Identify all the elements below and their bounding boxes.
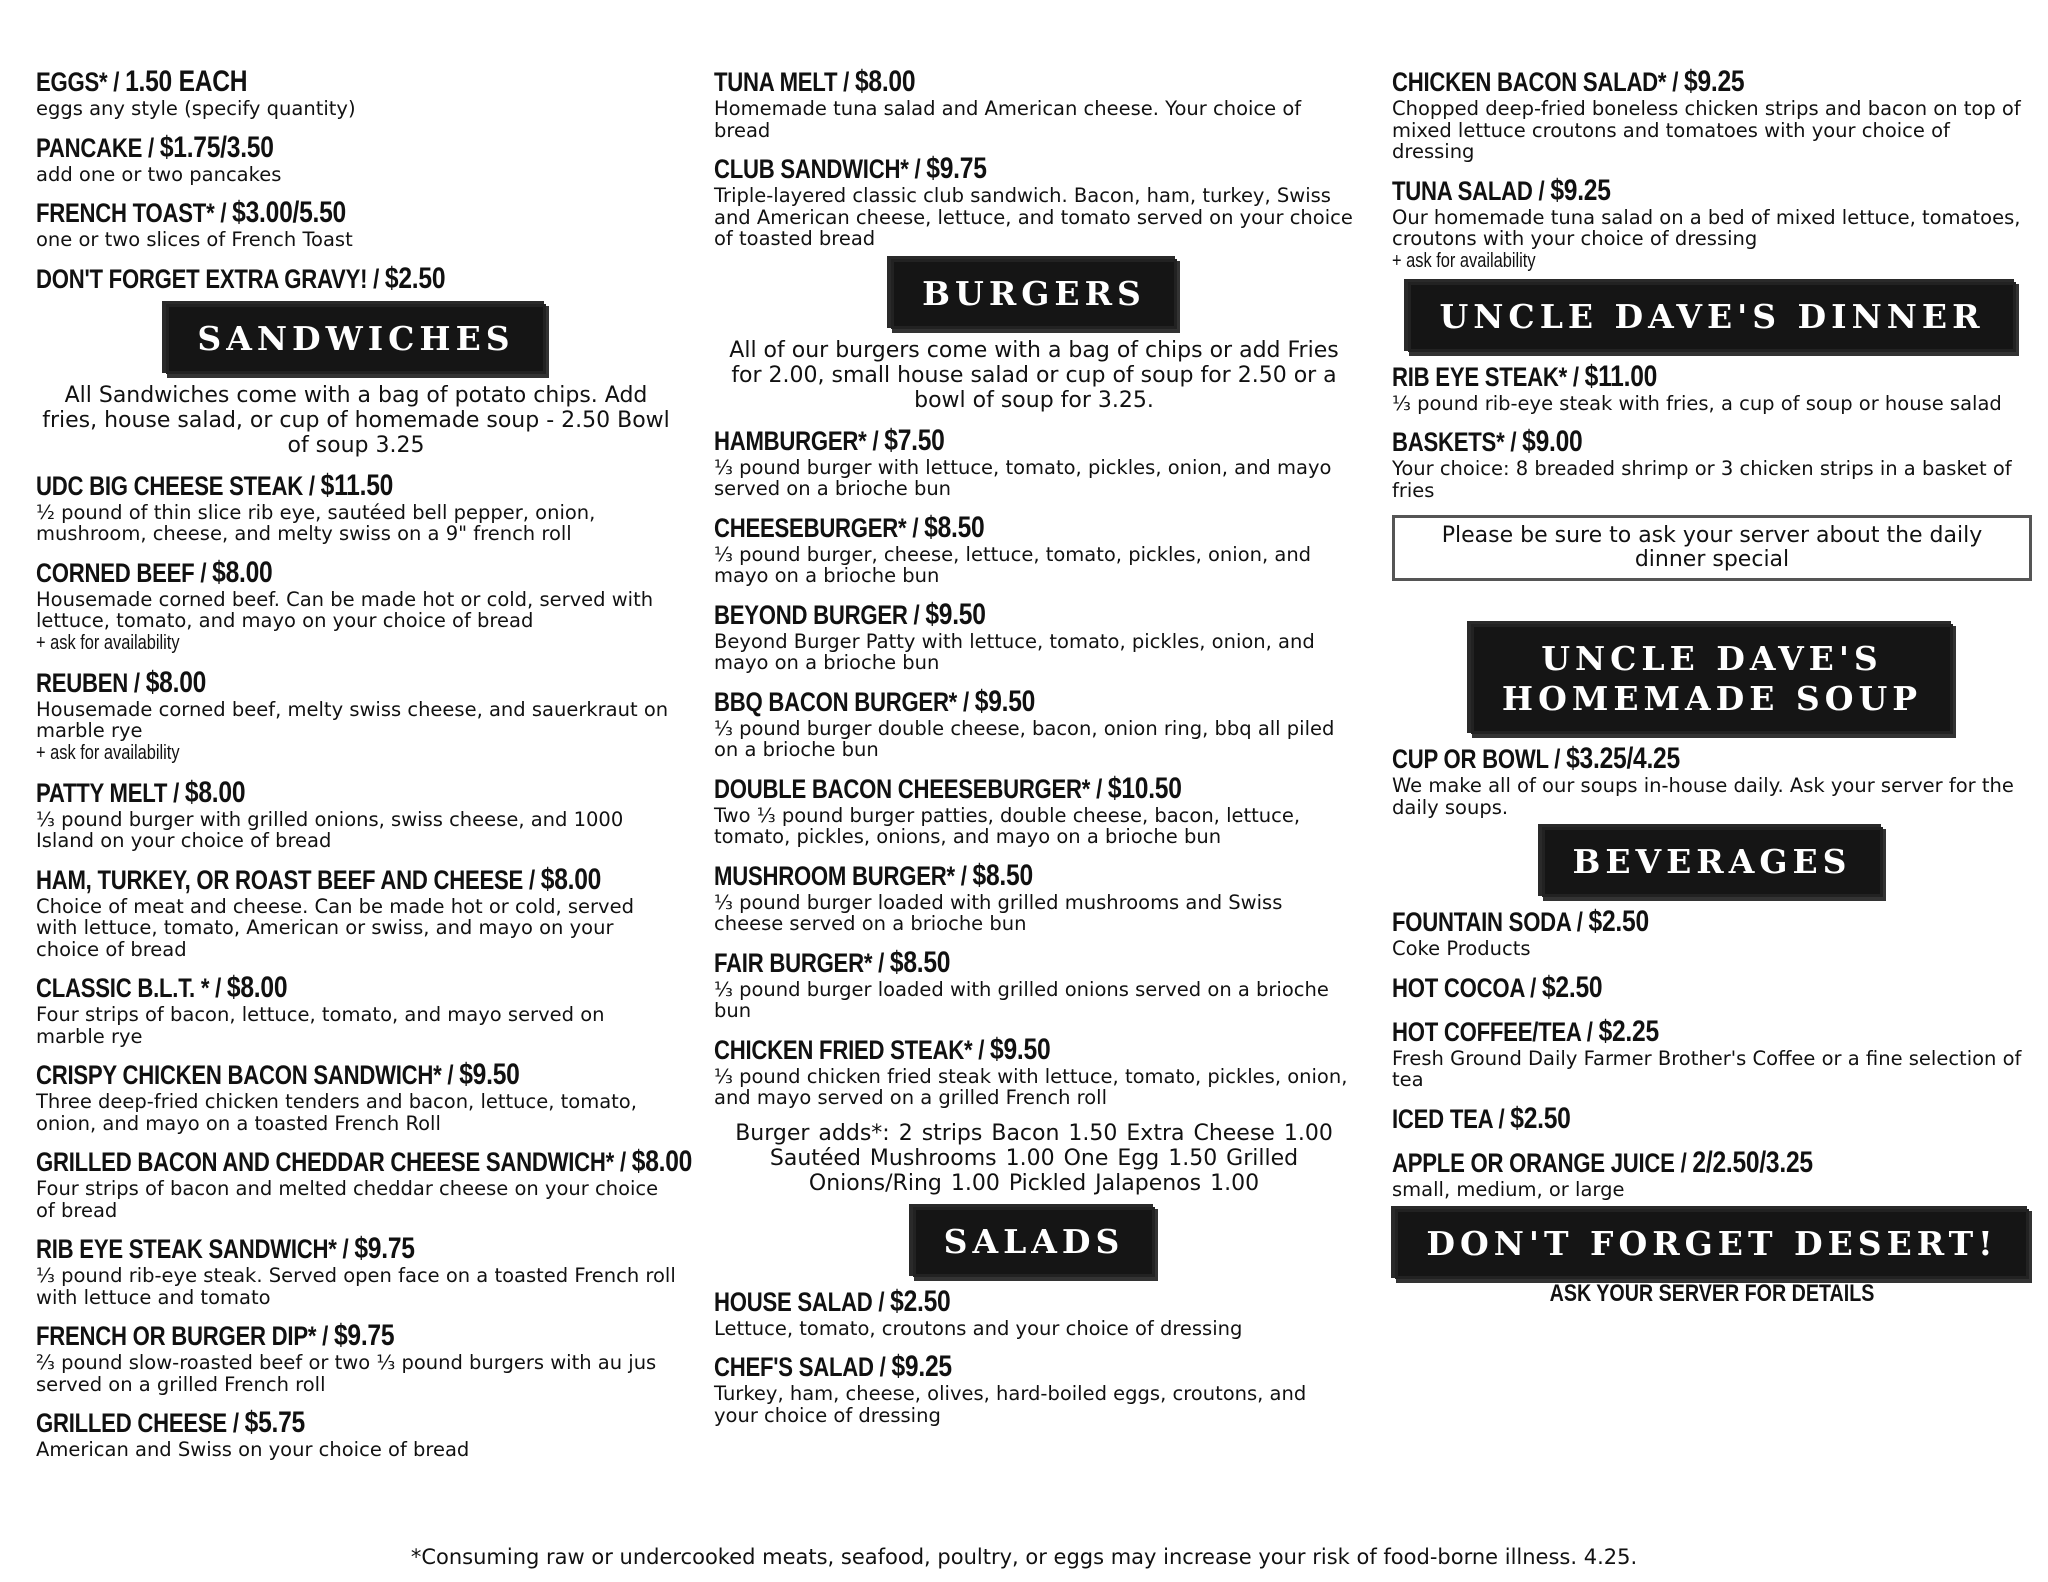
item-description: one or two slices of French Toast: [36, 228, 353, 251]
item-price: $11.00: [1584, 359, 1658, 393]
soup-heading-line2: HOMEMADE SOUP: [1501, 679, 1923, 718]
section-heading-soup: [1474, 627, 1950, 731]
item-description: Coke Products: [1392, 937, 1531, 960]
menu-item: CLASSIC B.L.T. * / $8.00 Four strips of bacon, lettuce, tomato, and mayo served on marble rye: [36, 972, 676, 1047]
item-name: BBQ BACON BURGER*: [714, 686, 958, 717]
menu-item: GRILLED CHEESE / $5.75 American and Swiss on your choice of bread: [36, 1407, 676, 1461]
section-intro: All of our burgers come with a bag of chips or add Fries for 2.00, small house salad or cup of soup for 2.50 or a bowl of soup for 3.25.: [729, 337, 1339, 413]
menu-item: CORNED BEEF / $8.00 Housemade corned beef. Can be made hot or cold, served with lettuce, tomato, and mayo on your choice of bread + ask for availability: [36, 557, 676, 655]
menu-column-middle: [714, 66, 1354, 1438]
item-name: DOUBLE BACON CHEESEBURGER*: [714, 773, 1091, 804]
item-name: RIB EYE STEAK*: [1392, 361, 1567, 392]
burger-adds: Burger adds*: 2 strips Bacon 1.50 Extra Cheese 1.00 Sautéed Mushrooms 1.00 One Egg 1.50 Grilled Onions/Ring 1.00 Pickled Jalapenos 1.00: [735, 1120, 1333, 1196]
menu-item: RIB EYE STEAK* / $11.00 ⅓ pound rib-eye steak with fries, a cup of soup or house salad: [1392, 361, 2032, 415]
menu-item: HOT COFFEE/TEA / $2.25 Fresh Ground Daily Farmer Brother's Coffee or a fine selection of tea: [1392, 1016, 2032, 1091]
menu-column-right: [1392, 66, 2032, 1308]
menu-item: RIB EYE STEAK SANDWICH* / $9.75 ⅓ pound rib-eye steak. Served open face on a toasted French roll with lettuce and tomato: [36, 1232, 676, 1309]
item-price: $9.50: [990, 1032, 1051, 1066]
item-name: HOT COFFEE/TEA: [1392, 1016, 1581, 1047]
item-name: HOUSE SALAD: [714, 1286, 873, 1317]
item-price: $8.50: [924, 510, 985, 544]
item-price: $9.75: [333, 1319, 395, 1352]
item-price: $2.50: [890, 1284, 951, 1318]
menu-column-left: [36, 65, 693, 1473]
item-price: $9.25: [1684, 65, 1745, 98]
item-description: ⅓ pound burger with grilled onions, swiss cheese, and 1000 Island on your choice of bread: [36, 807, 624, 852]
item-description: ⅓ pound burger loaded with grilled onions served on a brioche bun: [714, 977, 1329, 1022]
item-price: $9.25: [1550, 173, 1611, 207]
item-description: Two ⅓ pound burger patties, double cheese, bacon, lettuce, tomato, pickles, onions, and mayo on a brioche bun: [714, 803, 1301, 848]
menu-item: CLUB SANDWICH* / $9.75 Triple-layered classic club sandwich. Bacon, ham, turkey, Swiss and American cheese, lettuce, and tomato served on your choice of toasted bread: [714, 152, 1353, 250]
item-name: REUBEN: [36, 667, 129, 698]
menu-item: HOT COCOA / $2.50: [1392, 970, 1603, 1004]
menu-item: BEYOND BURGER / $9.50 Beyond Burger Patty with lettuce, tomato, pickles, onion, and mayo on a brioche bun: [714, 599, 1354, 674]
item-description: Homemade tuna salad and American cheese. Your choice of bread: [714, 97, 1302, 142]
item-description: ⅓ pound burger with lettuce, tomato, pickles, onion, and mayo served on a brioche bun: [714, 455, 1332, 500]
item-description: Three deep-fried chicken tenders and bacon, lettuce, tomato, onion, and mayo on a toasted French Roll: [36, 1090, 637, 1135]
item-price: 1.50 EACH: [125, 65, 248, 98]
item-price: $3.00/5.50: [232, 196, 346, 229]
item-description: Chopped deep-fried boneless chicken strips and bacon on top of mixed lettuce croutons and tomatoes with your choice of dressing: [1392, 97, 2021, 163]
item-name: FRENCH OR BURGER DIP*: [36, 1321, 317, 1351]
section-heading-beverages: BEVERAGES: [1545, 830, 1880, 894]
section-heading-salads: SALADS: [916, 1210, 1153, 1274]
item-price: $9.50: [974, 684, 1036, 718]
item-name: RIB EYE STEAK SANDWICH*: [36, 1234, 337, 1264]
item-name: CORNED BEEF: [36, 557, 195, 588]
menu-item: ICED TEA / $2.50: [1392, 1101, 1571, 1135]
item-description: ⅔ pound slow-roasted beef or two ⅓ pound burgers with au jus served on a grilled French roll: [36, 1351, 657, 1396]
menu-item: FOUNTAIN SODA / $2.50 Coke Products: [1392, 906, 2032, 960]
sandwich-list: [36, 468, 693, 1461]
menu-item: BBQ BACON BURGER* / $9.50 ⅓ pound burger double cheese, bacon, onion ring, bbq all piled on a brioche bun: [714, 686, 1354, 761]
item-name: APPLE OR ORANGE JUICE: [1392, 1147, 1675, 1178]
item-name: EGGS*: [36, 67, 108, 97]
item-name: GRILLED CHEESE: [36, 1408, 227, 1438]
item-name: PANCAKE: [36, 132, 143, 163]
item-description: ½ pound of thin slice rib eye, sautéed bell pepper, onion, mushroom, cheese, and melty swiss on a 9" french roll: [36, 500, 596, 545]
menu-item: CHICKEN FRIED STEAK* / $9.50 ⅓ pound chicken fried steak with lettuce, tomato, pickles, onion, and mayo served on a grilled French roll: [714, 1034, 1354, 1109]
item-price: $5.75: [244, 1406, 305, 1439]
item-name: TUNA SALAD: [1392, 175, 1533, 206]
dessert-subheading: ASK YOUR SERVER FOR DETAILS: [1549, 1280, 1875, 1307]
item-name: PATTY MELT: [36, 777, 168, 808]
menu-item: CHEESEBURGER* / $8.50 ⅓ pound burger, cheese, lettuce, tomato, pickles, onion, and mayo on a brioche bun: [714, 512, 1354, 587]
item-price: $2.50: [1588, 905, 1649, 938]
item-description: We make all of our soups in-house daily. Ask your server for the daily soups.: [1392, 774, 2014, 819]
item-price: $2.50: [1541, 970, 1603, 1004]
item-price: $2.25: [1598, 1014, 1659, 1048]
item-description: Four strips of bacon, lettuce, tomato, and mayo served on marble rye: [36, 1003, 605, 1048]
item-description: Turkey, ham, cheese, olives, hard-boiled eggs, croutons, and your choice of dressing: [714, 1382, 1307, 1427]
menu-item: CUP OR BOWL / $3.25/4.25 We make all of our soups in-house daily. Ask your server for the daily soups.: [1392, 743, 2032, 818]
soup-heading-line1: UNCLE DAVE'S: [1541, 639, 1883, 678]
item-price: $10.50: [1107, 771, 1182, 805]
availability-note: + ask for availability: [1392, 249, 1536, 272]
section-heading-burgers: BURGERS: [894, 262, 1174, 326]
item-description: small, medium, or large: [1392, 1177, 1625, 1201]
item-price: $11.50: [320, 468, 394, 502]
item-description: Triple-layered classic club sandwich. Bacon, ham, turkey, Swiss and American cheese, lettuce, and tomato served on your choice of toasted bread: [714, 184, 1353, 250]
food-safety-disclaimer: *Consuming raw or undercooked meats, seafood, poultry, or eggs may increase your risk of food-borne illness. 4.25.: [410, 1545, 1638, 1569]
item-price: $8.50: [889, 945, 951, 979]
item-price: $8.00: [145, 665, 207, 699]
item-description: Beyond Burger Patty with lettuce, tomato, pickles, onion, and mayo on a brioche bun: [714, 629, 1315, 674]
menu-item: HOUSE SALAD / $2.50 Lettuce, tomato, croutons and your choice of dressing: [714, 1286, 1354, 1340]
item-name: FOUNTAIN SODA: [1392, 907, 1571, 937]
item-description: Housemade corned beef, melty swiss cheese, and sauerkraut on marble rye: [36, 697, 669, 742]
menu-item: DOUBLE BACON CHEESEBURGER* / $10.50 Two ⅓ pound burger patties, double cheese, bacon, lettuce, tomato, pickles, onions, and mayo on a brioche bun: [714, 773, 1354, 848]
item-name: CRISPY CHICKEN BACON SANDWICH*: [36, 1060, 442, 1090]
item-description: ⅓ pound rib-eye steak. Served open face on a toasted French roll with lettuce and tomato: [36, 1264, 676, 1309]
menu-item: PANCAKE / $1.75/3.50 add one or two pancakes: [36, 132, 676, 186]
item-name: UDC BIG CHEESE STEAK: [36, 470, 303, 501]
item-price: $9.75: [354, 1232, 415, 1265]
menu-item: TUNA MELT / $8.00 Homemade tuna salad and American cheese. Your choice of bread: [714, 66, 1354, 141]
menu-item: CHICKEN BACON SALAD* / $9.25 Chopped deep-fried boneless chicken strips and bacon on top of mixed lettuce croutons and tomatoes with your choice of dressing: [1392, 66, 2032, 163]
menu-item: REUBEN / $8.00 Housemade corned beef, melty swiss cheese, and sauerkraut on marble rye + ask for availability: [36, 667, 676, 765]
item-price: $8.00: [540, 862, 602, 896]
item-description: add one or two pancakes: [36, 162, 282, 186]
item-name: DON'T FORGET EXTRA GRAVY!: [36, 263, 368, 294]
item-price: $8.00: [226, 971, 288, 1004]
item-price: $9.50: [925, 597, 986, 631]
item-price: $2.50: [384, 261, 446, 295]
menu-item: DON'T FORGET EXTRA GRAVY! / $2.50: [36, 261, 446, 295]
item-name: CHICKEN BACON SALAD*: [1392, 67, 1667, 97]
item-name: HOT COCOA: [1392, 972, 1525, 1003]
item-price: $8.00: [184, 775, 246, 809]
item-description: Housemade corned beef. Can be made hot or cold, served with lettuce, tomato, and mayo on your choice of bread: [36, 587, 654, 632]
item-price: $8.00: [212, 555, 273, 589]
item-name: CLASSIC B.L.T. *: [36, 973, 210, 1003]
item-description: Your choice: 8 breaded shrimp or 3 chicken strips in a basket of fries: [1392, 457, 2012, 502]
item-description: ⅓ pound burger, cheese, lettuce, tomato, pickles, onion, and mayo on a brioche bun: [714, 542, 1312, 587]
menu-item: FAIR BURGER* / $8.50 ⅓ pound burger loaded with grilled onions served on a brioche bun: [714, 947, 1354, 1022]
section-intro: All Sandwiches come with a bag of potato chips. Add fries, house salad, or cup of homemade soup - 2.50 Bowl of soup 3.25: [42, 382, 670, 458]
item-name: CHEESEBURGER*: [714, 512, 907, 543]
item-price: $8.00: [854, 65, 916, 98]
menu-item: TUNA SALAD / $9.25 Our homemade tuna salad on a bed of mixed lettuce, tomatoes, croutons with your choice of dressing + ask for availability: [1392, 175, 2032, 273]
item-name: HAM, TURKEY, OR ROAST BEEF AND CHEESE: [36, 864, 524, 895]
menu-item: FRENCH OR BURGER DIP* / $9.75 ⅔ pound slow-roasted beef or two ⅓ pound burgers with au jus served on a grilled French roll: [36, 1320, 676, 1395]
item-name: CHICKEN FRIED STEAK*: [714, 1034, 973, 1065]
item-name: FAIR BURGER*: [714, 947, 873, 978]
menu-item: GRILLED BACON AND CHEDDAR CHEESE SANDWICH* / $8.00 Four strips of bacon and melted cheddar cheese on your choice of bread: [36, 1145, 693, 1222]
item-price: $1.75/3.50: [159, 130, 274, 164]
menu-item: CRISPY CHICKEN BACON SANDWICH* / $9.50 Three deep-fried chicken tenders and bacon, lettuce, tomato, onion, and mayo on a toasted French Roll: [36, 1059, 676, 1134]
item-name: MUSHROOM BURGER*: [714, 860, 955, 891]
dinner-special-box: Please be sure to ask your server about the daily dinner special: [1392, 515, 2032, 581]
item-price: $9.00: [1522, 425, 1583, 458]
item-description: Our homemade tuna salad on a bed of mixed lettuce, tomatoes, croutons with your choice of dressing: [1392, 205, 2021, 250]
item-name: HAMBURGER*: [714, 425, 867, 456]
item-description: ⅓ pound rib-eye steak with fries, a cup of soup or house salad: [1392, 391, 2002, 415]
item-description: ⅓ pound burger loaded with grilled mushrooms and Swiss cheese served on a brioche bun: [714, 890, 1283, 935]
item-price: $9.50: [459, 1058, 520, 1091]
item-name: ICED TEA: [1392, 1103, 1493, 1134]
menu-item: PATTY MELT / $8.00 ⅓ pound burger with grilled onions, swiss cheese, and 1000 Island on your choice of bread: [36, 777, 676, 852]
item-description: Choice of meat and cheese. Can be made hot or cold, served with lettuce, tomato, American or swiss, and mayo on your choice of bread: [36, 894, 634, 961]
item-description: ⅓ pound chicken fried steak with lettuce, tomato, pickles, onion, and mayo served on a grilled French roll: [714, 1064, 1348, 1109]
item-name: BASKETS*: [1392, 427, 1505, 457]
menu-item: HAM, TURKEY, OR ROAST BEEF AND CHEESE / $8.00 Choice of meat and cheese. Can be made hot or cold, served with lettuce, tomato, American or swiss, and mayo on your choice of bread: [36, 864, 676, 961]
item-price: 2/2.50/3.25: [1692, 1145, 1813, 1179]
menu-item: UDC BIG CHEESE STEAK / $11.50 ½ pound of thin slice rib eye, sautéed bell pepper, onion, mushroom, cheese, and melty swiss on a 9" french roll: [36, 470, 676, 545]
section-heading-dinner: UNCLE DAVE'S DINNER: [1411, 285, 2012, 349]
item-name: CLUB SANDWICH*: [714, 154, 909, 184]
menu-item: EGGS* / 1.50 EACH eggs any style (specify quantity): [36, 66, 676, 120]
section-heading-sandwiches: SANDWICHES: [169, 307, 542, 371]
item-name: TUNA MELT: [714, 67, 838, 97]
item-price: $9.75: [926, 152, 987, 185]
item-price: $9.25: [891, 1350, 952, 1383]
menu-item: MUSHROOM BURGER* / $8.50 ⅓ pound burger loaded with grilled mushrooms and Swiss cheese served on a brioche bun: [714, 860, 1354, 935]
item-description: Fresh Ground Daily Farmer Brother's Coffee or a fine selection of tea: [1392, 1046, 2022, 1091]
item-description: Four strips of bacon and melted cheddar cheese on your choice of bread: [36, 1177, 659, 1222]
menu-item: FRENCH TOAST* / $3.00/5.50 one or two slices of French Toast: [36, 197, 676, 251]
menu-item: APPLE OR ORANGE JUICE / 2/2.50/3.25 small, medium, or large: [1392, 1147, 2032, 1201]
availability-note: + ask for availability: [36, 741, 180, 764]
item-price: $7.50: [884, 423, 945, 457]
item-description: ⅓ pound burger double cheese, bacon, onion ring, bbq all piled on a brioche bun: [714, 716, 1335, 761]
item-price: $8.00: [631, 1145, 693, 1178]
item-name: GRILLED BACON AND CHEDDAR CHEESE SANDWICH*: [36, 1147, 615, 1177]
menu-item: BASKETS* / $9.00 Your choice: 8 breaded shrimp or 3 chicken strips in a basket of fries: [1392, 426, 2032, 501]
menu-item: HAMBURGER* / $7.50 ⅓ pound burger with lettuce, tomato, pickles, onion, and mayo served on a brioche bun: [714, 425, 1354, 500]
item-price: $2.50: [1510, 1101, 1571, 1135]
item-description: Lettuce, tomato, croutons and your choice of dressing: [714, 1316, 1243, 1340]
item-price: $3.25/4.25: [1566, 742, 1680, 775]
section-heading-dessert: DON'T FORGET DESERT!: [1398, 1212, 2025, 1276]
menu-item: CHEF'S SALAD / $9.25 Turkey, ham, cheese, olives, hard-boiled eggs, croutons, and your choice of dressing: [714, 1351, 1354, 1426]
item-description: eggs any style (specify quantity): [36, 97, 356, 120]
availability-note: + ask for availability: [36, 631, 180, 654]
item-price: $8.50: [972, 858, 1033, 892]
item-description: American and Swiss on your choice of bread: [36, 1438, 470, 1461]
item-name: CHEF'S SALAD: [714, 1352, 874, 1382]
item-name: CUP OR BOWL: [1392, 744, 1549, 774]
item-name: FRENCH TOAST*: [36, 198, 215, 228]
item-name: BEYOND BURGER: [714, 599, 908, 630]
